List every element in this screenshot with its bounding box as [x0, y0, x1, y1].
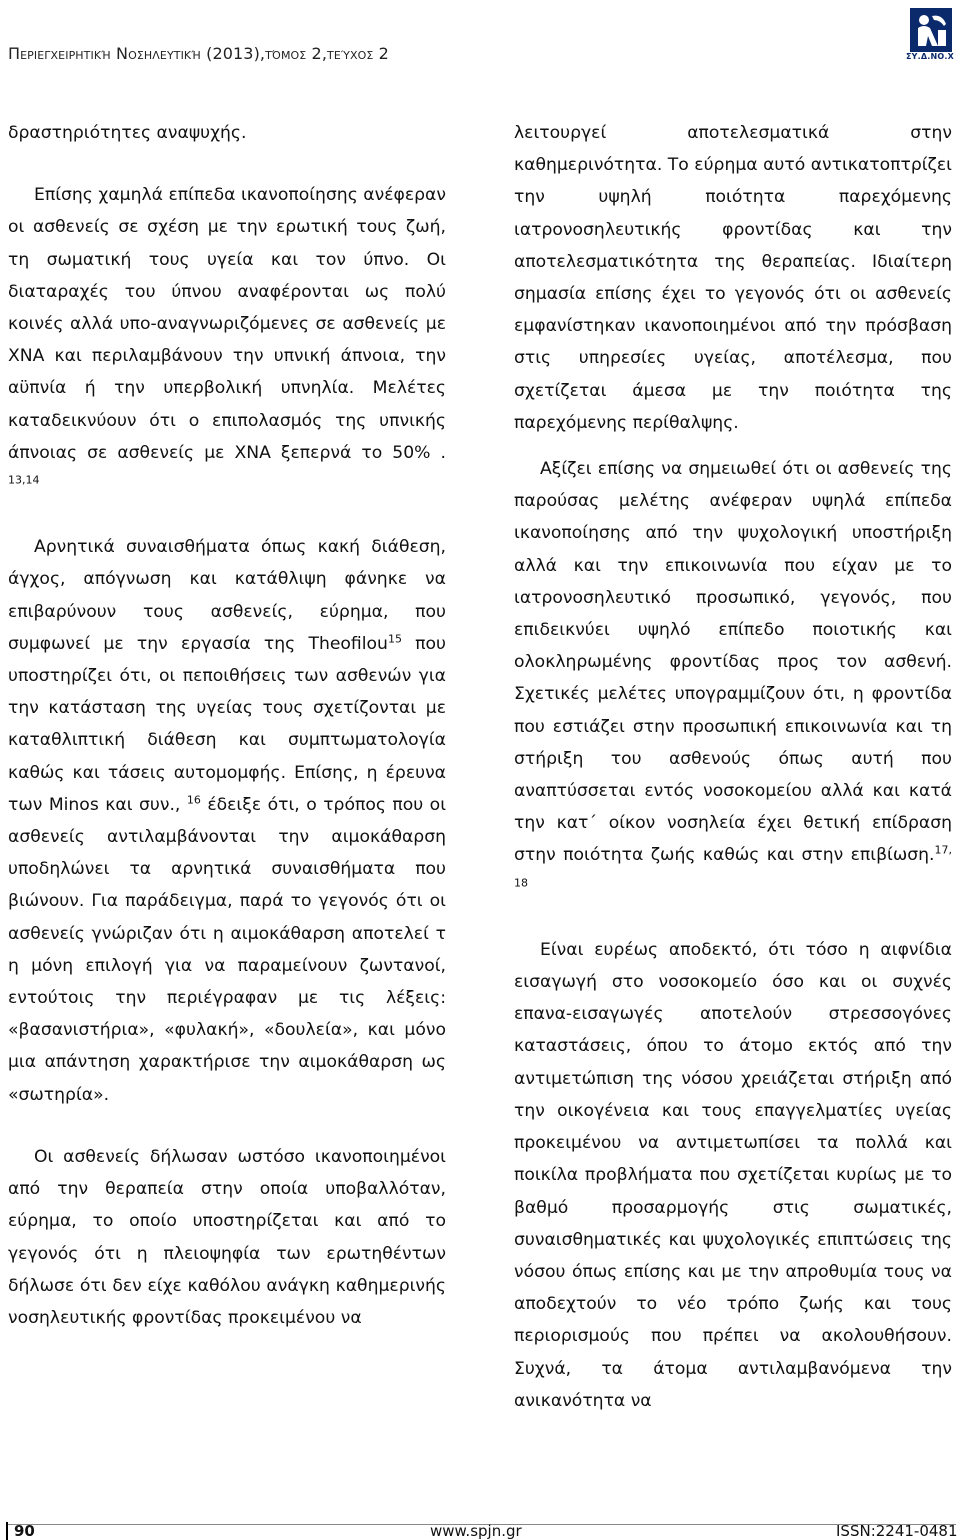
journal-issn: ISSN:2241-0481 — [836, 1522, 958, 1540]
paragraph-text: έδειξε ότι, ο τρόπος που οι ασθενείς αντιλαμβάνονται την αιμοκάθαρση υποδηλώνει τα αρνητικά συναισθήματα που βιώνουν. Για παράδειγμα, παρά το γεγονός ότι οι ασθενείς γνώριζαν ότι η αιμοκάθαρση αποτελεί τ η μόνη επιλογή για να παραμείνουν ζωντανοί, εντούτοις την περιέγραφαν με τις λέξεις: «βασανιστήρια», «φυλακή», «δουλεία», και μόνο μια απάντηση χαρακτήρισε την αιμοκάθαρση ως «σωτηρία». — [8, 794, 447, 1105]
logo-caption: ΣΥ.Δ.ΝΟ.Χ — [905, 52, 955, 61]
paragraph-text: που υποστηρίζει ότι, οι πεποιθήσεις των ασθενών για την κατάσταση της υγείας τους σχετίζονται με καταθλιπτική διάθεση και συμπτωματολογία καθώς και τάσεις αυτομομφής. Επίσης, η έρευνα των Minos και συν., — [8, 633, 446, 815]
paragraph — [8, 179, 446, 501]
footer-bar — [6, 1522, 8, 1540]
paragraph: λειτουργεί αποτελεσματικά στην καθημερινότητα. Το εύρημα αυτό αντικατοπτρίζει την υψηλή ποιότητα παρεχόμενης ιατρονοσηλευτικής φροντίδας και την αποτελεσματικότητα της θεραπείας. Ιδιαίτερη σημασία επίσης έχει το γεγονός ότι οι ασθενείς εμφανίστηκαν ικανοποιημένοι από την πρόσβαση στις υπηρεσίες υγείας, αποτέλεσμα, που σχετίζεται άμεσα με την ποιότητα της παρεχόμενης περίθαλψης. — [514, 123, 952, 433]
citation-ref: 13,14 — [8, 473, 40, 487]
paragraph — [514, 453, 952, 904]
paragraph: Είναι ευρέως αποδεκτό, ότι τόσο η αιφνίδια εισαγωγή στο νοσοκομείο όσο και οι συχνές επανα-εισαγωγές αποτελούν στρεσσογόνες καταστάσεις, όπου το άτομο εκτός από την αντιμετώπιση της νόσου χρειάζεται στήριξη από την οικογένεια και τους επαγγελματίες υγείας προκειμένου να αντιμετωπίσει τα πολλά και ποικίλα προβλήματα που σχετίζεται κυρίως με το βαθμό προσαρμογής στις σωματικές, συναισθηματικές και ψυχολογικές επιπτώσεις της νόσου όπως επίσης και με την απροθυμία τους να αποδεχτούν το νέο τρόπο ζωής και τους περιορισμούς που πρέπει να ακολουθήσουν. Συχνά, τα άτομα αντιλαμβανόμενα την ανικανότητα να — [514, 939, 952, 1411]
paragraph-text: Αξίζει επίσης να σημειωθεί ότι οι ασθενείς της παρούσας μελέτης ανέφεραν υψηλά επίπεδα ικανοποίησης από την ψυχολογική υποστήριξη αλλά και την επικοινωνία που είχαν με το ιατρονοσηλευτικό προσωπικό, γεγονός, που επιδεικνύει υψηλό επίπεδο ποιοτικής και ολοκληρωμένης φροντίδας προς τον ασθενή. Σχετικές μελέτες υπογραμμίζουν ότι, η φροντίδα που εστιάζει στην προσωπική επικοινωνία και τη στήριξη του ασθενούς όπως αυτή που αναπτύσσεται εντός νοσοκομείου αλλά και κατά την κατ΄ οίκον νοσηλεία έχει θετική επίδραση στην ποιότητα ζωής καθώς και στην επιβίωση. — [514, 459, 952, 866]
journal-url: www.spjn.gr — [430, 1522, 522, 1540]
left-column — [8, 117, 446, 1334]
paragraph: δραστηριότητες αναψυχής. — [8, 123, 247, 143]
right-column — [514, 117, 952, 1417]
paragraph-text: Επίσης χαμηλά επίπεδα ικανοποίησης ανέφεραν οι ασθενείς σε σχέση με την ερωτική τους ζωή, τη σωματική τους υγεία και τον ύπνο. Οι διαταραχές του ύπνου αναφέρονται ως πολύ κοινές αλλά υπο-αναγνωριζόμενες σε ασθενείς με ΧΝΑ και περιλαμβάνουν την υπνική άπνοια, την αϋπνία ή την υπερβολική υπνηλία. Μελέτες καταδεικνύουν ότι ο επιπολασμός της υπνικής άπνοιας σε ασθενείς με ΧΝΑ ξεπερνά το 50% . — [8, 185, 446, 463]
paragraph: Οι ασθενείς δήλωσαν ωστόσο ικανοποιημένοι από την θεραπεία στην οποία υποβαλλόταν, εύρημα, το οποίο υποστηρίζεται και από το γεγονός ότι η πλειοψηφία των ερωτηθέντων δήλωσε ότι δεν είχε καθόλου ανάγκη καθημερινής νοσηλευτικής φροντίδας προκειμένου να — [8, 1146, 446, 1328]
journal-title: Περιεγχειρητική Νοσηλευτική (2013),τόμος 2,τεύχος 2 — [8, 44, 389, 63]
citation-ref: 16 — [186, 793, 201, 807]
paragraph — [8, 531, 446, 1111]
page-number: 90 — [14, 1522, 35, 1540]
paragraph-text: Αρνητικά συναισθήματα όπως κακή διάθεση, άγχος, απόγνωση και κατάθλιψη φάνηκε να επιβαρύνουν τους ασθενείς, εύρημα, που συμφωνεί με την εργασία της Theofilou — [8, 537, 446, 654]
citation-ref: 17, 18 — [514, 843, 952, 889]
citation-ref: 15 — [387, 632, 402, 646]
